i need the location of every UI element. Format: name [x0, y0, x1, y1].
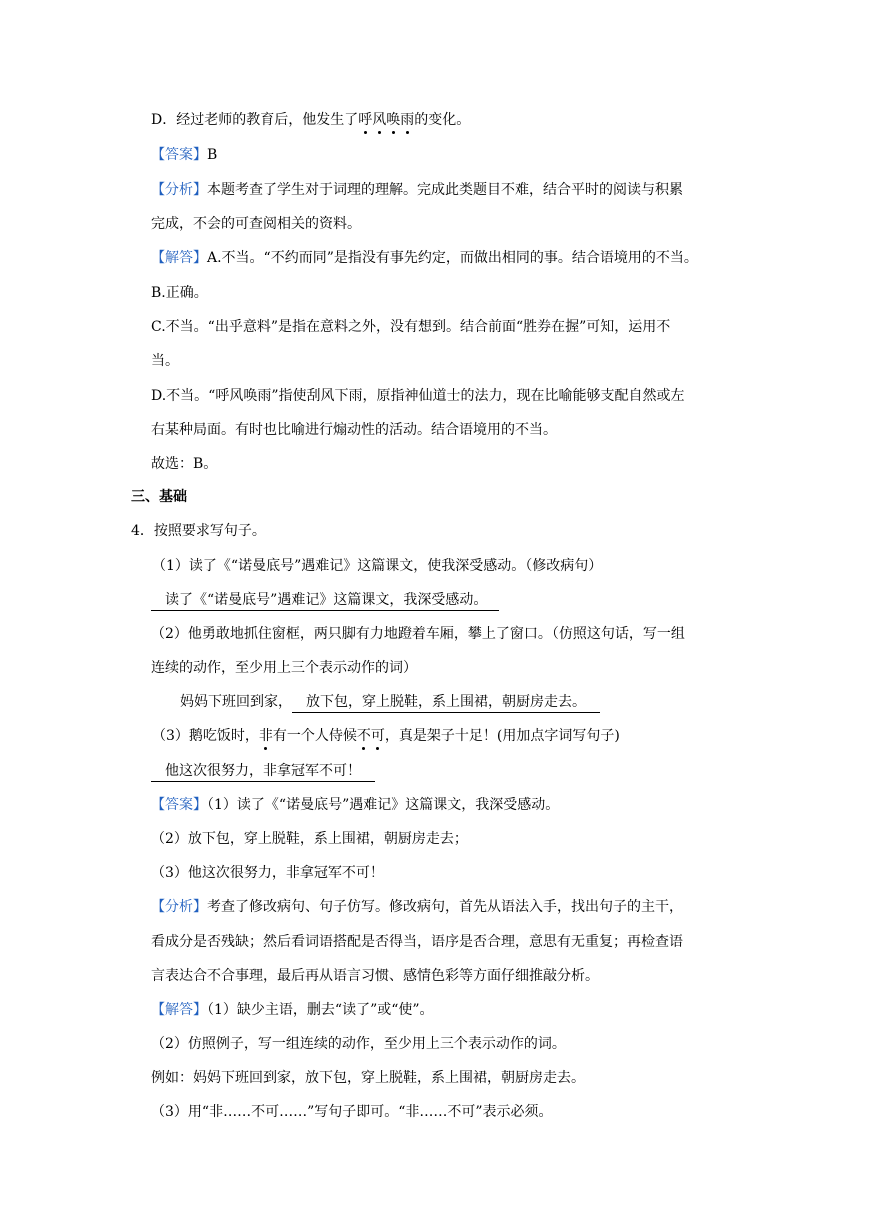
q4-part1-prompt: （1）读了《“诺曼底号”遇难记》这篇课文，使我深受感动。（修改病句）	[152, 558, 603, 574]
q4-answer-line-2: （2）放下包，穿上脱鞋，系上围裙，朝厨房走去；	[151, 831, 468, 847]
answer-blank: 他这次很努力，非拿冠军不可！	[151, 762, 375, 782]
q4-analysis-line-3: 言表达合不合事理，最后再从语言习惯、感情色彩等方面仔细推敲分析。	[151, 968, 599, 984]
solution-label: 【解答】	[151, 250, 207, 266]
q4-stem: 4．按照要求写句子。	[131, 523, 266, 539]
answer-label: 【答案】	[151, 147, 207, 163]
q4-analysis-line-2: 看成分是否残缺；然后看词语搭配是否得当，语序是否合理，意思有无重复；再检查语	[151, 934, 683, 950]
q4-solution-line-4: （3）用“非……不可……”写句子即可。“非……不可”表示必须。	[151, 1104, 553, 1120]
answer-label: 【答案】	[151, 797, 207, 813]
q3-analysis-line-2: 完成，不会的可查阅相关的资料。	[151, 216, 361, 232]
q4-answer-line-1: 【答案】（1）读了《“诺曼底号”遇难记》这篇课文，我深受感动。	[151, 797, 560, 813]
q4-part2-answer-line: 妈妈下班回到家， 放下包，穿上脱鞋，系上围裙，朝厨房走去。	[180, 693, 600, 713]
answer-blank: 读了《“诺曼底号”遇难记》这篇课文，我深受感动。	[151, 591, 499, 611]
dotted-char: 可	[370, 728, 385, 744]
q4-part3-answer-line	[151, 762, 375, 782]
q4-solution-line-2: （2）仿照例子，写一组连续的动作，至少用上三个表示动作的词。	[151, 1036, 566, 1052]
q4-part2-prompt-line-1: （2）他勇敢地抓住窗框，两只脚有力地蹬着车厢，攀上了窗口。（仿照这句话，写一组	[151, 626, 685, 642]
dotted-char: 不	[356, 728, 371, 744]
q4-part2-prompt-line-2: 连续的动作，至少用上三个表示动作的词）	[151, 660, 417, 676]
q4-answer-line-3: （3）他这次很努力，非拿冠军不可！	[151, 865, 384, 881]
option-d: D．经过老师的教育后，他发生了呼风唤雨的变化。	[151, 112, 471, 128]
q3-solution-line-1: 【解答】A.不当。“不约而同”是指没有事先约定，而做出相同的事。结合语境用的不当。	[151, 250, 698, 266]
analysis-label: 【分析】	[151, 182, 207, 198]
dotted-char: 雨	[400, 112, 415, 128]
dotted-char: 非	[258, 728, 273, 744]
q3-solution-line-3: C.不当。“出乎意料”是指在意料之外，没有想到。结合前面“胜券在握”可知，运用不	[151, 319, 671, 335]
q3-solution-line-4: 当。	[151, 353, 179, 369]
q4-analysis-line-1: 【分析】考查了修改病句、句子仿写。修改病句，首先从语法入手，找出句子的主干，	[151, 899, 683, 915]
q3-analysis-line-1: 【分析】本题考查了学生对于词理的理解。完成此类题目不难，结合平时的阅读与积累	[151, 182, 683, 198]
q3-answer: 【答案】B	[151, 147, 218, 163]
q4-part3-prompt: （3）鹅吃饭时，非有一个人侍候不可，真是架子十足！(用加点字词写句子)	[152, 728, 620, 744]
answer-blank: 放下包，穿上脱鞋，系上围裙，朝厨房走去。	[292, 693, 600, 713]
q4-solution-line-1: 【解答】（1）缺少主语，删去“读了”或“使”。	[151, 1002, 434, 1018]
analysis-label: 【分析】	[151, 899, 207, 915]
q3-solution-line-5: D.不当。“呼风唤雨”指使刮风下雨，原指神仙道士的法力，现在比喻能够支配自然或左	[151, 388, 685, 404]
dotted-char: 风	[372, 112, 387, 128]
dotted-char: 唤	[386, 112, 401, 128]
section-heading: 三、基础	[131, 489, 187, 505]
solution-label: 【解答】	[151, 1002, 207, 1018]
q3-solution-line-6: 右某种局面。有时也比喻进行煽动性的活动。结合语境用的不当。	[151, 422, 557, 438]
dotted-char: 呼	[358, 112, 373, 128]
q4-part1-answer-line	[151, 591, 499, 611]
q3-solution-line-7: 故选：B。	[151, 456, 218, 472]
q4-solution-line-3: 例如：妈妈下班回到家，放下包，穿上脱鞋，系上围裙，朝厨房走去。	[151, 1070, 585, 1086]
q3-solution-line-2: B.正确。	[151, 285, 208, 301]
